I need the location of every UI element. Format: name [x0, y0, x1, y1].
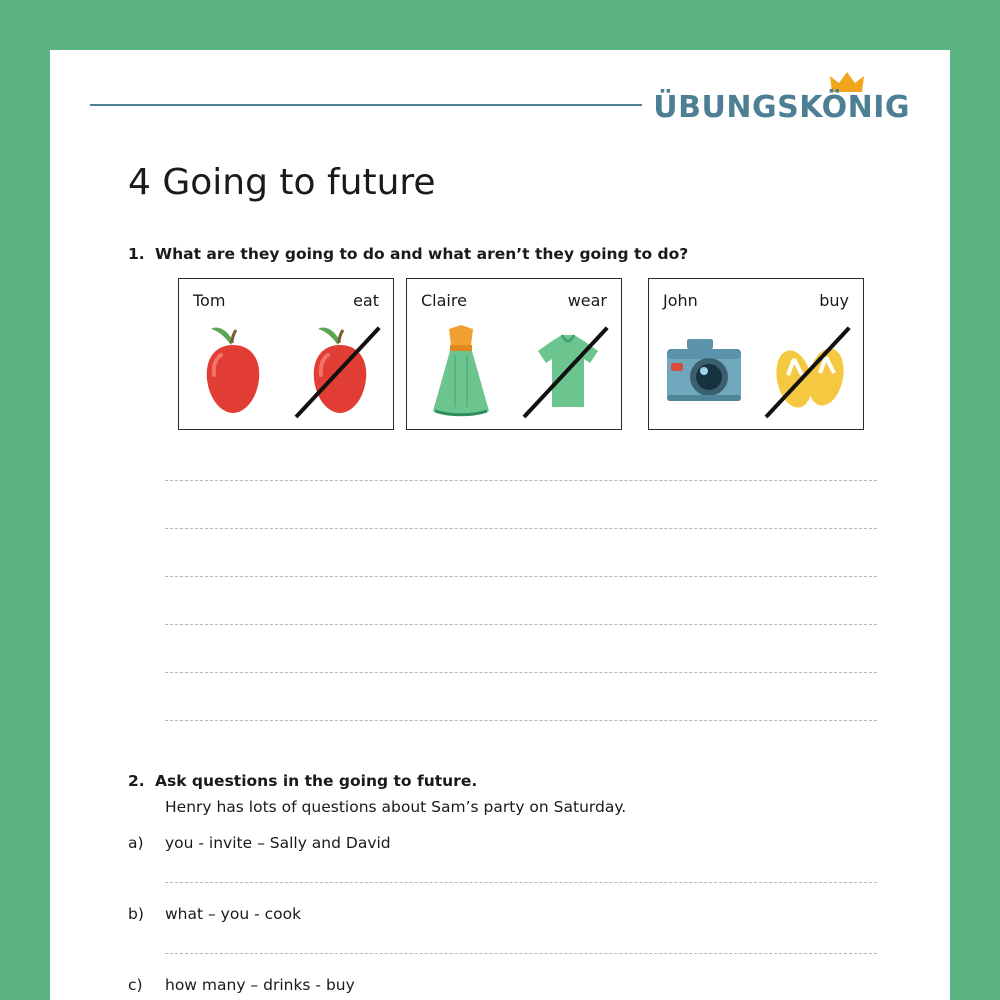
card-name-label: John: [663, 291, 698, 310]
card-verb-label: eat: [353, 291, 379, 310]
answer-line[interactable]: [165, 576, 877, 578]
exercise-2-subtitle: Henry has lots of questions about Sam’s party on Saturday.: [165, 798, 627, 816]
apple-icon: [187, 319, 279, 423]
exercise-2-prompt: Ask questions in the going to future.: [155, 772, 478, 790]
camera-icon: [657, 319, 749, 423]
answer-line[interactable]: [165, 720, 877, 722]
card-verb-label: buy: [819, 291, 849, 310]
item-text-b: what – you - cook: [165, 905, 302, 923]
answer-line[interactable]: [165, 624, 877, 626]
tshirt-crossed-icon: [522, 319, 614, 423]
item-text-c: how many – drinks - buy: [165, 976, 355, 994]
apple-crossed-icon: [294, 319, 386, 423]
picture-card-john: [648, 278, 864, 430]
card-verb-label: wear: [567, 291, 607, 310]
item-letter-c: c): [128, 976, 143, 994]
exercise-1-prompt: What are they going to do and what aren’t they going to do?: [155, 245, 689, 263]
answer-line-b[interactable]: [165, 953, 877, 954]
picture-card-claire: [406, 278, 622, 430]
card-name-label: Claire: [421, 291, 467, 310]
answer-line[interactable]: [165, 480, 877, 482]
answer-line[interactable]: [165, 672, 877, 674]
flipflops-crossed-icon: [764, 319, 856, 423]
header-rule: [90, 104, 642, 106]
exercise-2-number: 2.: [128, 772, 145, 790]
item-letter-a: a): [128, 834, 144, 852]
exercise-1-number: 1.: [128, 245, 145, 263]
answer-line-a[interactable]: [165, 882, 877, 883]
item-text-a: you - invite – Sally and David: [165, 834, 391, 852]
card-name-label: Tom: [193, 291, 226, 310]
dress-icon: [415, 319, 507, 423]
page-header: [90, 90, 910, 160]
picture-card-tom: [178, 278, 394, 430]
item-letter-b: b): [128, 905, 144, 923]
worksheet-page: [50, 50, 950, 1000]
brand-logo: ÜBUNGSKÖNIG: [653, 90, 910, 125]
page-title: 4 Going to future: [128, 162, 436, 203]
answer-line[interactable]: [165, 528, 877, 530]
